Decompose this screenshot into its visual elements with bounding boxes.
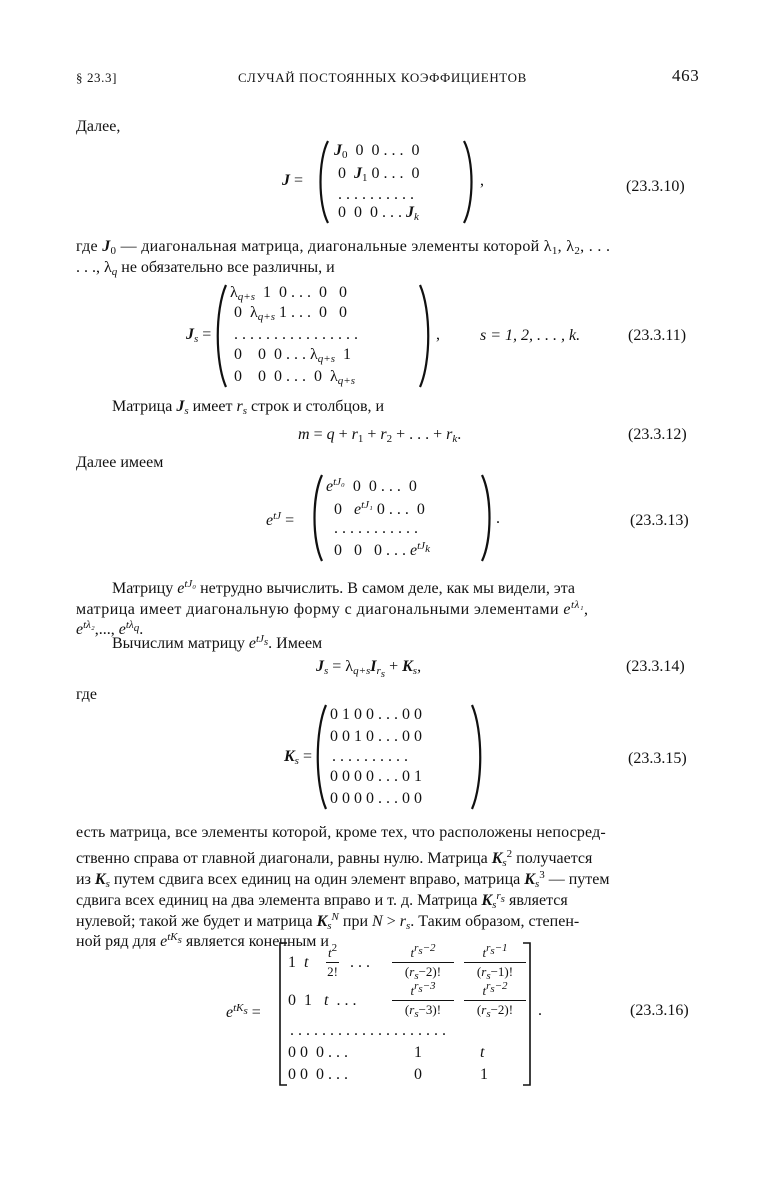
eq11-condition: s = 1, 2, . . . , k.: [480, 327, 581, 344]
running-title: СЛУЧАЙ ПОСТОЯННЫХ КОЭФФИЦИЕНТОВ: [238, 70, 527, 85]
left-bracket: [278, 942, 288, 1086]
text-p1: Далее,: [76, 118, 121, 135]
text-p8-line6: ной ряд для $e^{tK_s}$ является конечным и: [76, 931, 329, 950]
section-ref: § 23.3]: [76, 70, 118, 85]
right-paren: [470, 704, 484, 810]
eq14-body: $J_s = \lambda_{q+s}I_{r_s} + K_s$,: [316, 658, 422, 680]
matrix-etJ: $e^{tJ}$ = $e^{tJ_0}$ 0 0 . . . 0 0 $e^{tJ_1}$ 0 . . . 0 . . . . . . . . . . . 0 0 0 . . . $e^{tJ_k}$ .: [266, 472, 516, 564]
text-p4: Далее имеем: [76, 454, 164, 471]
text-p7: где: [76, 686, 98, 703]
right-bracket: [522, 942, 532, 1086]
text-p5-line1: Матрицу $e^{tJ_0}$ нетрудно вычислить. В самом деле, как мы видели, эта: [112, 578, 575, 597]
matrix-Js: $J_s$ = $\lambda_{q+s}$ 1 0 . . . 0 0 0 $\lambda_{q+s}$ 1 . . . 0 0 . . . . . . . . . . . . . . . . 0 0 0 . . . $\lambda_{q+s}$ 1 0 0 0 . . . 0 $\lambda_{q+s}$ ,: [186, 284, 440, 387]
eq-number-14: (23.3.14): [626, 658, 685, 675]
text-p2-line1: где $J_0$ — диагональная матрица, диагональные элементы которой $\lambda_1$, $\lambda_2$, . . .: [76, 238, 611, 257]
left-paren: [316, 140, 330, 224]
left-paren: [214, 284, 228, 388]
eq-number-13: (23.3.13): [630, 512, 689, 529]
text-p8-line1: есть матрица, все элементы которой, кроме тех, что расположены непосред-: [76, 824, 606, 841]
text-p3: Матрица $J_s$ имеет $r_s$ строк и столбцов, и: [112, 398, 385, 417]
text-p8-line2: ственно справа от главной диагонали, равны нулю. Матрица $K_s^2$ получается: [76, 848, 593, 869]
text-p5-line3: $e^{t\lambda_2}$,..., $e^{t\lambda_q}$.: [76, 619, 144, 638]
right-paren: [462, 140, 476, 224]
right-paren: [480, 474, 494, 562]
eq12-body: $m = q + r_1 + r_2$ + . . . + $r_k$.: [298, 426, 462, 445]
eq-number-16: (23.3.16): [630, 1002, 689, 1019]
eq-number-15: (23.3.15): [628, 750, 687, 767]
matrix-Ks: $K_s$ = 0 1 0 0 . . . 0 0 0 0 1 0 . . . 0 0 . . . . . . . . . . 0 0 0 0 . . . 0 1 0 0 0 0 . . . 0 0: [284, 702, 504, 812]
text-p5-line2: матрица имеет диагональную форму с диагональными элементами $e^{t\lambda_1}$,: [76, 599, 589, 618]
text-p8-line4: сдвига всех единиц на два элемента вправо и т. д. Матрица $K_s^{r_s}$ является: [76, 890, 568, 911]
text-p8-line5: нулевой; такой же будет и матрица $K_s^N$ при $N > r_s$. Таким образом, степен-: [76, 911, 580, 932]
text-p2-line2: . . ., $\lambda_q$ не обязательно все различны, и: [76, 259, 335, 278]
eq-number-11: (23.3.11): [628, 327, 687, 344]
text-p8-line3: из $K_s$ путем сдвига всех единиц на один элемент вправо, матрица $K_s^3$ — путем: [76, 869, 610, 890]
left-paren: [310, 474, 324, 562]
text-p6: Вычислим матрицу $e^{tJ_s}$. Имеем: [112, 633, 323, 652]
eq-number-12: (23.3.12): [628, 426, 687, 443]
right-paren: [418, 284, 432, 388]
matrix-J: J = $J_0$ 0 0 . . . 0 0 $J_1$ 0 . . . 0 . . . . . . . . . . 0 0 0 . . . $J_k$ ,: [282, 142, 484, 223]
matrix-etKs: $e^{tK_s}$ = 1 t $\frac{t^2}{2!}$ . . . $t^{r_s-2}$ $(r_s-2)$! $t^{r_s-1}$ $(r_s-1)$! 0 1 t . . . $t^{r_s-3}$ $(r_s-3)$! $t^{r_s-2}$ $(r_s-2)$! . . . . . . . . . . . . . . . . . . . . 0 0 0 . . . 1 t 0 0 0 . . . 0 1 .: [226, 940, 556, 1088]
left-paren: [314, 704, 328, 810]
page-number: 463: [672, 66, 700, 85]
eq-number-10: (23.3.10): [626, 178, 685, 195]
